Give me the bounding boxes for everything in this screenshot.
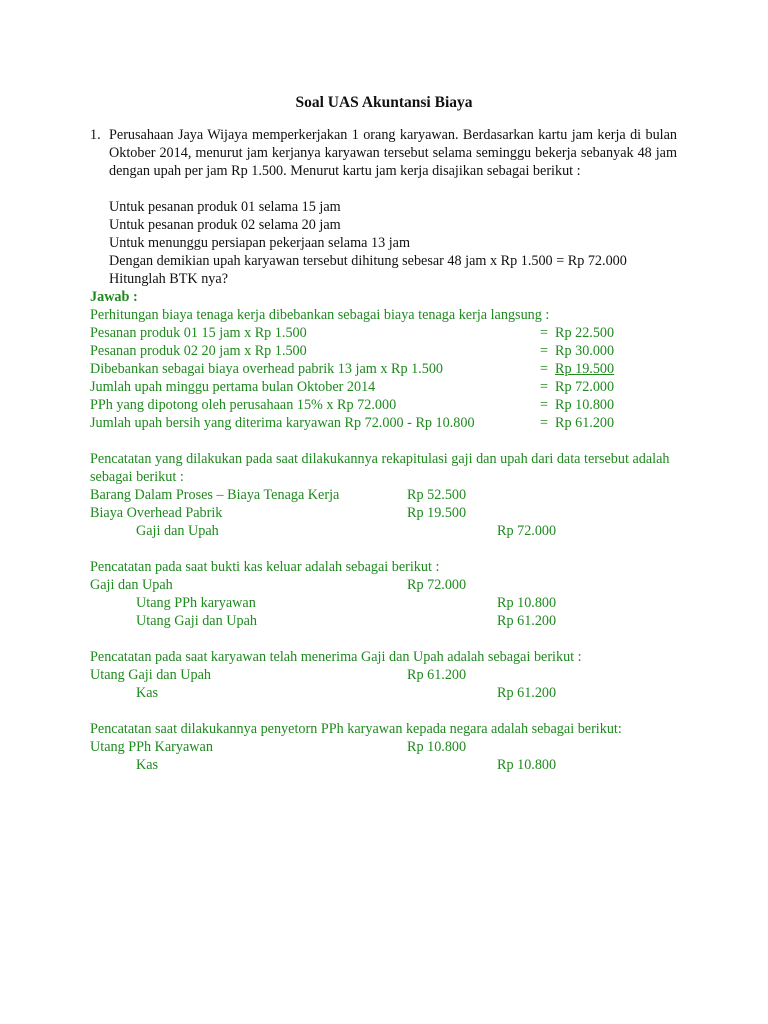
calc-value: Rp 30.000 [555,343,615,359]
journal-debit: Rp 10.800 [407,739,467,755]
journal-account: Utang PPh karyawan [136,595,256,611]
calc-value-underlined: Rp 19.500 [555,361,615,377]
question-line: Untuk menunggu persiapan pekerjaan selama 13 jam [109,235,410,251]
journal-credit: Rp 10.800 [497,757,557,773]
journal-account: Biaya Overhead Pabrik [90,505,223,521]
journal-account: Gaji dan Upah [136,523,219,539]
question-line: Untuk pesanan produk 02 selama 20 jam [109,217,341,233]
journal-description: Pencatatan pada saat bukti kas keluar adalah sebagai berikut : [90,559,440,575]
journal-account: Barang Dalam Proses – Biaya Tenaga Kerja [90,487,340,503]
calc-label: Pesanan produk 01 15 jam x Rp 1.500 [90,325,307,341]
calc-value: Rp 72.000 [555,379,615,395]
journal-account: Gaji dan Upah [90,577,173,593]
journal-debit: Rp 19.500 [407,505,467,521]
question-line: Hitunglah BTK nya? [109,271,228,287]
question-paragraph: Perusahaan Jaya Wijaya memperkerjakan 1 orang karyawan. Berdasarkan kartu jam kerja di bulan Oktober 2014, menurut jam kerjanya karyawan tersebut selama seminggu bekerja sebanyak 48 jam dengan upah per jam Rp 1.500. Menurut kartu jam kerja disajikan sebagai berikut : [109,127,677,179]
question-number: 1. [90,127,101,143]
calc-label: Pesanan produk 02 20 jam x Rp 1.500 [90,343,307,359]
journal-description: Pencatatan saat dilakukannya penyetorn PPh karyawan kepada negara adalah sebagai berikut: [90,721,622,737]
journal-account: Utang PPh Karyawan [90,739,213,755]
journal-credit: Rp 72.000 [497,523,557,539]
calc-label: PPh yang dipotong oleh perusahaan 15% x Rp 72.000 [90,397,397,413]
calc-label: Jumlah upah bersih yang diterima karyawan Rp 72.000 - Rp 10.800 [90,415,475,431]
calc-equals: = [540,379,549,395]
journal-credit: Rp 61.200 [497,613,557,629]
journal-debit: Rp 72.000 [407,577,467,593]
journal-account: Kas [136,685,159,701]
journal-account: Kas [136,757,159,773]
answer-intro: Perhitungan biaya tenaga kerja dibebankan sebagai biaya tenaga kerja langsung : [90,307,550,323]
journal-account: Utang Gaji dan Upah [136,613,257,629]
answer-heading: Jawab : [90,289,138,305]
journal-credit: Rp 61.200 [497,685,557,701]
journal-account: Utang Gaji dan Upah [90,667,211,683]
journal-description: Pencatatan yang dilakukan pada saat dilakukannya rekapitulasi gaji dan upah dari data tersebut adalah sebagai berikut : [90,451,670,485]
document-title: Soal UAS Akuntansi Biaya [295,94,473,111]
calc-label: Dibebankan sebagai biaya overhead pabrik 13 jam x Rp 1.500 [90,361,444,377]
calc-value: Rp 22.500 [555,325,615,341]
calc-equals: = [540,343,549,359]
calc-equals: = [540,325,549,341]
question-line: Dengan demikian upah karyawan tersebut dihitung sebesar 48 jam x Rp 1.500 = Rp 72.000 [109,253,627,269]
journal-credit: Rp 10.800 [497,595,557,611]
journal-debit: Rp 61.200 [407,667,467,683]
calc-equals: = [540,361,549,377]
journal-description: Pencatatan pada saat karyawan telah menerima Gaji dan Upah adalah sebagai berikut : [90,649,582,665]
calc-equals: = [540,397,549,413]
journal-debit: Rp 52.500 [407,487,467,503]
calc-equals: = [540,415,549,431]
question-line: Untuk pesanan produk 01 selama 15 jam [109,199,341,215]
calc-value: Rp 10.800 [555,397,615,413]
calc-label: Jumlah upah minggu pertama bulan Oktober 2014 [90,379,376,395]
calc-value: Rp 61.200 [555,415,615,431]
